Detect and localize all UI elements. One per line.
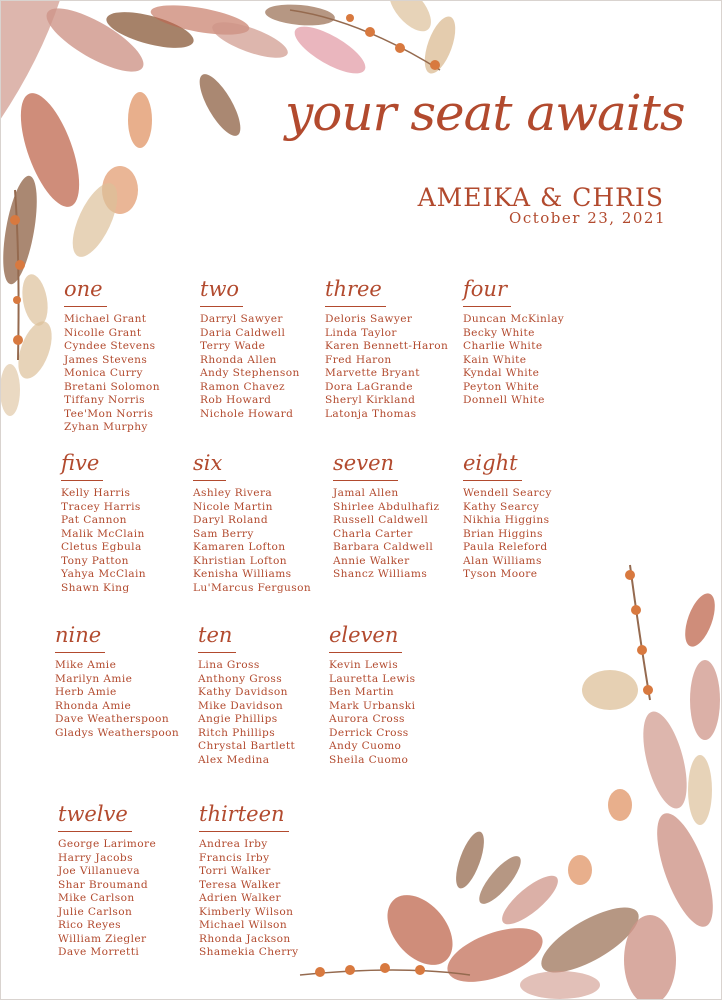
table-name: eight xyxy=(463,446,522,481)
guest-name: Rhonda Allen xyxy=(200,353,277,366)
guest-name: Dora LaGrande xyxy=(325,380,413,393)
guest-name: Kimberly Wilson xyxy=(199,905,294,918)
guest-name: Charlie White xyxy=(463,340,543,352)
guest-name: Tony Patton xyxy=(61,554,129,567)
table-name: two xyxy=(200,272,243,307)
guest-name: Marvette Bryant xyxy=(325,367,420,379)
guest-name: Peyton White xyxy=(463,380,540,393)
guest-name: Donnell White xyxy=(463,394,545,406)
guest-name: Mike Carlson xyxy=(58,892,135,904)
guest-name: Teresa Walker xyxy=(199,878,281,891)
guest-name: Tiffany Norris xyxy=(64,394,145,406)
table-three xyxy=(325,272,448,421)
guest-name: Kelly Harris xyxy=(61,487,131,499)
guest-name: Chrystal Bartlett xyxy=(198,740,296,752)
table-seven xyxy=(333,446,439,582)
guest-name: Latonja Thomas xyxy=(325,407,417,420)
guest-name: Sam Berry xyxy=(193,527,254,540)
guest-name: William Ziegler xyxy=(58,932,147,945)
guest-name: Mark Urbanski xyxy=(329,699,416,712)
guest-name: Andrea Irby xyxy=(199,838,268,850)
guest-name: Zyhan Murphy xyxy=(64,421,148,433)
guest-name: Kevin Lewis xyxy=(329,659,399,671)
guest-name: Cletus Egbula xyxy=(61,541,142,553)
guest-name: Bretani Solomon xyxy=(64,380,160,393)
guest-name: Tee'Mon Norris xyxy=(64,407,154,420)
guest-name: Kathy Davidson xyxy=(198,686,288,698)
guest-name: Michael Wilson xyxy=(199,919,288,931)
event-date: October 23, 2021 xyxy=(509,209,666,227)
table-name: three xyxy=(325,272,386,307)
guest-name: Monica Curry xyxy=(64,367,143,379)
guest-name: Paula Releford xyxy=(463,541,548,553)
guest-name: Ramon Chavez xyxy=(200,380,286,393)
guest-name: Nikhia Higgins xyxy=(463,514,550,526)
guest-name: Karen Bennett-Haron xyxy=(325,340,449,352)
guest-name: Rob Howard xyxy=(200,394,272,406)
guest-name: Kyndal White xyxy=(463,367,540,379)
guest-name: Andy Stephenson xyxy=(200,367,300,379)
couple-names: AMEIKA & CHRIS xyxy=(417,183,664,212)
guest-name: Jamal Allen xyxy=(333,487,399,499)
guest-name: Wendell Searcy xyxy=(463,487,552,499)
table-one xyxy=(64,272,160,435)
table-eight xyxy=(463,446,552,582)
guest-name: Michael Grant xyxy=(64,313,147,325)
guest-name: Yahya McClain xyxy=(61,568,146,580)
guest-name: Cyndee Stevens xyxy=(64,340,156,352)
page-title: your seat awaits xyxy=(285,84,685,142)
guest-name: Francis Irby xyxy=(199,851,270,864)
guest-name: Dave Morretti xyxy=(58,946,140,958)
table-name: nine xyxy=(55,618,105,653)
table-five xyxy=(61,446,146,595)
guest-name: Shamekia Cherry xyxy=(199,946,299,958)
table-nine xyxy=(55,618,179,740)
guest-name: Alex Medina xyxy=(198,753,270,766)
guest-name: Mike Davidson xyxy=(198,699,284,712)
table-thirteen xyxy=(199,797,299,960)
guest-name: Kathy Searcy xyxy=(463,500,540,513)
guest-name: Nicolle Grant xyxy=(64,326,142,339)
guest-name: Herb Amie xyxy=(55,686,117,698)
table-name: eleven xyxy=(329,618,402,653)
guest-name: Tracey Harris xyxy=(61,500,141,513)
guest-name: Angie Phillips xyxy=(198,713,278,725)
guest-name: Kain White xyxy=(463,353,527,366)
guest-name: Kamaren Lofton xyxy=(193,541,286,553)
guest-name: Adrien Walker xyxy=(199,892,281,904)
guest-name: Duncan McKinlay xyxy=(463,313,565,325)
guest-name: Annie Walker xyxy=(333,554,410,567)
table-name: twelve xyxy=(58,797,132,832)
guest-name: Shawn King xyxy=(61,581,130,594)
guest-name: Lu'Marcus Ferguson xyxy=(193,581,312,594)
guest-name: Nicole Martin xyxy=(193,500,273,513)
table-name: five xyxy=(61,446,103,481)
table-name: thirteen xyxy=(199,797,289,832)
guest-name: Daryl Roland xyxy=(193,514,269,526)
guest-name: Shirlee Abdulhafiz xyxy=(333,500,440,513)
guest-name: Harry Jacobs xyxy=(58,851,133,864)
guest-name: Fred Haron xyxy=(325,353,392,366)
guest-name: Rhonda Amie xyxy=(55,699,132,712)
guest-name: Sheryl Kirkland xyxy=(325,394,416,406)
table-name: six xyxy=(193,446,226,481)
guest-name: Lauretta Lewis xyxy=(329,672,416,685)
guest-name: Ashley Rivera xyxy=(193,487,273,499)
guest-name: Brian Higgins xyxy=(463,527,543,540)
guest-name: Khristian Lofton xyxy=(193,554,287,567)
guest-name: Shar Broumand xyxy=(58,878,149,891)
table-ten xyxy=(198,618,295,767)
guest-name: Gladys Weatherspoon xyxy=(55,726,180,739)
guest-name: Andy Cuomo xyxy=(329,740,402,752)
guest-name: Aurora Cross xyxy=(329,713,405,725)
guest-name: Mike Amie xyxy=(55,659,117,671)
guest-name: Linda Taylor xyxy=(325,326,397,339)
guest-name: Ritch Phillips xyxy=(198,726,276,739)
guest-name: Barbara Caldwell xyxy=(333,541,434,553)
guest-name: Deloris Sawyer xyxy=(325,313,413,325)
guest-name: Derrick Cross xyxy=(329,726,409,739)
guest-name: Joe Villanueva xyxy=(58,865,141,877)
table-name: four xyxy=(463,272,511,307)
guest-name: Sheila Cuomo xyxy=(329,753,409,766)
guest-name: Rico Reyes xyxy=(58,919,121,931)
table-eleven xyxy=(329,618,416,767)
table-two xyxy=(200,272,300,421)
guest-name: Alan Williams xyxy=(463,554,542,567)
guest-name: George Larimore xyxy=(58,838,157,850)
guest-name: Pat Cannon xyxy=(61,514,127,526)
table-six xyxy=(193,446,311,595)
guest-name: Tyson Moore xyxy=(463,568,538,580)
guest-name: Terry Wade xyxy=(200,340,266,352)
guest-name: Anthony Gross xyxy=(198,672,283,685)
table-name: one xyxy=(64,272,107,307)
guest-name: Rhonda Jackson xyxy=(199,932,291,945)
table-four xyxy=(463,272,564,408)
guest-name: Dave Weatherspoon xyxy=(55,713,170,725)
guest-name: Daria Caldwell xyxy=(200,326,286,339)
table-name: seven xyxy=(333,446,398,481)
table-twelve xyxy=(58,797,156,960)
guest-name: Torri Walker xyxy=(199,865,271,877)
guest-name: Nichole Howard xyxy=(200,407,294,420)
guest-name: Lina Gross xyxy=(198,659,260,671)
guest-name: Kenisha Williams xyxy=(193,568,292,580)
guest-name: Shancz Williams xyxy=(333,568,428,580)
guest-name: Becky White xyxy=(463,326,535,339)
guest-name: Charla Carter xyxy=(333,527,413,540)
guest-name: Marilyn Amie xyxy=(55,672,133,685)
guest-name: Malik McClain xyxy=(61,527,145,540)
guest-name: Julie Carlson xyxy=(58,905,133,918)
table-name: ten xyxy=(198,618,236,653)
guest-name: James Stevens xyxy=(64,353,148,366)
guest-name: Darryl Sawyer xyxy=(200,313,283,325)
guest-name: Ben Martin xyxy=(329,686,394,698)
guest-name: Russell Caldwell xyxy=(333,514,429,526)
